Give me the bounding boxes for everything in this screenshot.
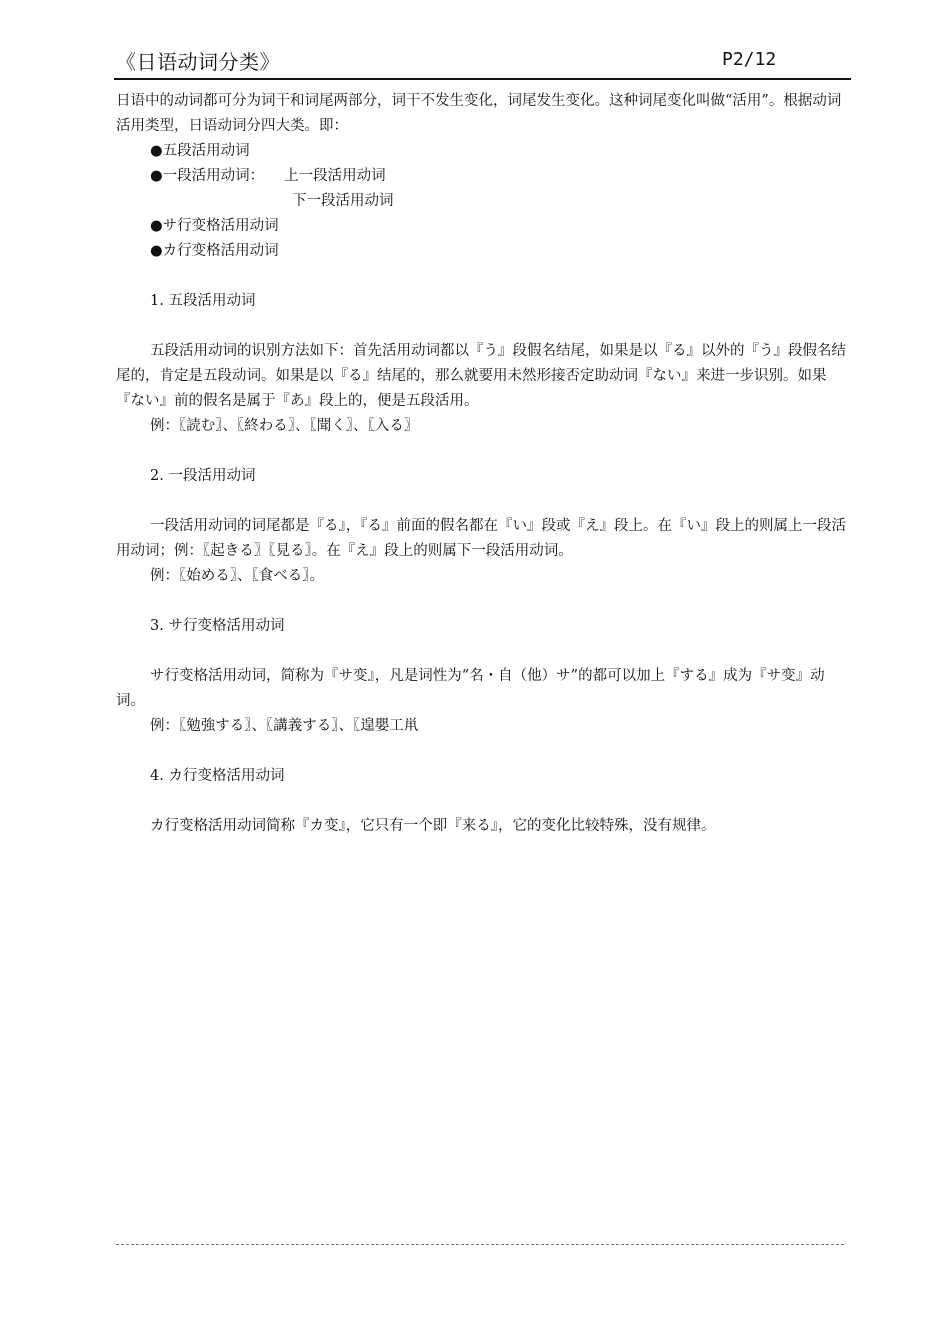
section-heading: 4. カ行变格活用动词 xyxy=(150,768,285,784)
section-example: 例：〖勉強する〗、〖講義する〗、〖遑嬰工鼡 xyxy=(150,718,419,734)
section-heading: 2. 一段活用动词 xyxy=(150,468,256,484)
category-subitem-shimo: 下一段活用动词 xyxy=(292,193,394,209)
page-number: P2/12 xyxy=(722,49,777,70)
section-heading: 3. サ行变格活用动词 xyxy=(150,618,285,634)
spacer xyxy=(116,489,849,514)
category-item-godan: ●五段活用动词 xyxy=(150,143,250,159)
spacer xyxy=(116,439,849,464)
category-item-label: ●一段活用动词： xyxy=(150,168,265,184)
category-subitem-kami: 上一段活用动词 xyxy=(284,168,386,184)
spacer xyxy=(116,589,849,614)
section-paragraph: カ行变格活用动词简称『カ变』，它只有一个即『来る』，它的变化比较特殊，没有规律。 xyxy=(150,818,716,834)
header-divider xyxy=(114,78,851,80)
section-example: 例：〖読む〗、〖終わる〗、〖聞く〗、〖入る〗 xyxy=(150,418,419,434)
spacer xyxy=(116,789,849,814)
section-example: 例：〖始める〗、〖食べる〗。 xyxy=(150,568,324,584)
spacer xyxy=(116,264,849,289)
footer-divider xyxy=(116,1244,844,1245)
intro-paragraph: 日语中的动词都可分为词干和词尾两部分，词干不发生变化，词尾发生变化。这种词尾变化叫做“活用”。根据动词活用类型，日语动词分四大类。即： xyxy=(116,93,842,134)
category-item-ka-hen: ●カ行变格活用动词 xyxy=(150,243,279,259)
section-paragraph: 一段活用动词的词尾都是『る』，『る』前面的假名都在『い』段或『え』段上。在『い』段上的则属上一段活用动词；例：〖起きる〗〖見る〗。在『え』段上的则属下一段活用动词。 xyxy=(116,518,846,559)
spacer xyxy=(116,739,849,764)
document-title: 《日语动词分类》 xyxy=(116,50,280,74)
spacer xyxy=(116,314,849,339)
spacer xyxy=(116,639,849,664)
category-item-sa-hen: ●サ行变格活用动词 xyxy=(150,218,279,234)
section-heading: 1. 五段活用动词 xyxy=(150,293,256,309)
category-item-ichidan xyxy=(116,164,849,189)
document-body xyxy=(116,89,849,839)
section-paragraph: 五段活用动词的识别方法如下：首先活用动词都以『う』段假名结尾，如果是以『る』以外的『う』段假名结尾的，肯定是五段动词。如果是以『る』结尾的，那么就要用未然形接否定助动词『ない』来进一步识别。如果『ない』前的假名是属于『あ』段上的，便是五段活用。 xyxy=(116,343,846,409)
section-paragraph: サ行变格活用动词，简称为『サ变』，凡是词性为“名・自（他）サ”的都可以加上『する』成为『サ变』动词。 xyxy=(116,668,825,709)
